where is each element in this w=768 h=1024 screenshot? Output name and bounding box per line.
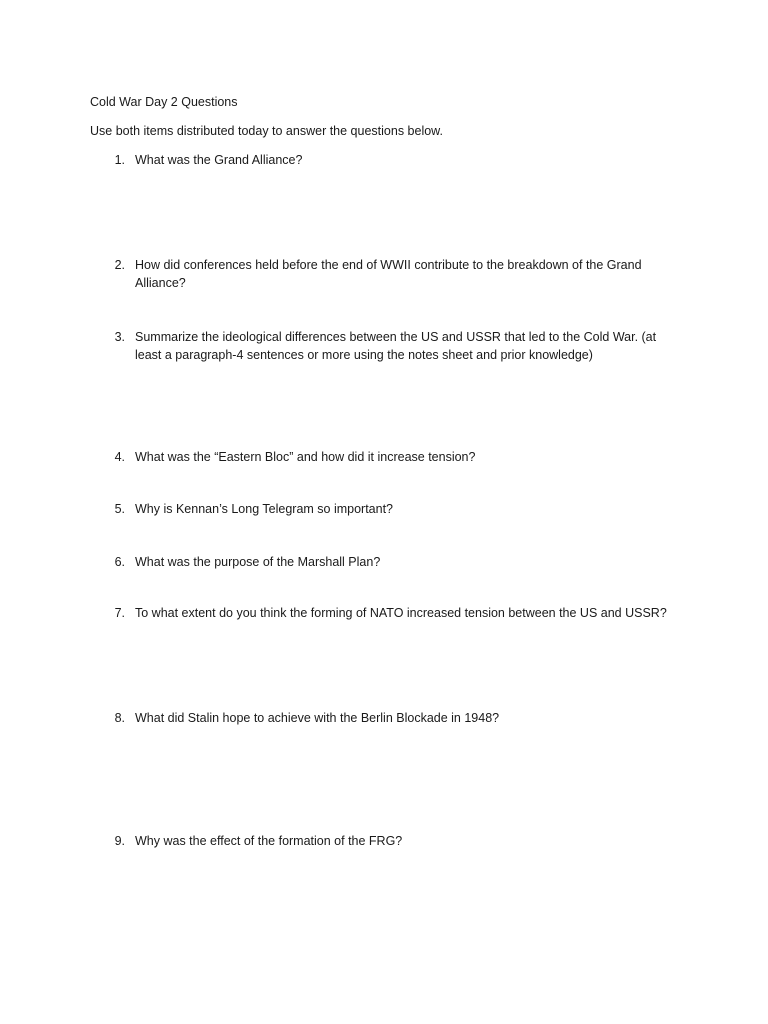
- question-text: What did Stalin hope to achieve with the Berlin Blockade in 1948?: [135, 711, 500, 725]
- question-number: 2.: [114, 258, 125, 272]
- question-text: Summarize the ideological differences between the US and USSR that led to the Cold War. (at least a paragraph-4 sentences or more using the notes sheet and prior knowledge): [135, 330, 657, 362]
- question-number: 3.: [114, 330, 125, 344]
- question-number: 6.: [114, 555, 125, 569]
- question-text: To what extent do you think the forming of NATO increased tension between the US and USSR?: [135, 606, 667, 620]
- question-number: 7.: [114, 606, 125, 620]
- question-text: Why was the effect of the formation of the FRG?: [135, 834, 403, 848]
- question-text: What was the Grand Alliance?: [135, 153, 303, 167]
- instructions-text: Use both items distributed today to answer the questions below.: [90, 124, 443, 138]
- question-number: 9.: [114, 834, 125, 848]
- question-text: What was the “Eastern Bloc” and how did it increase tension?: [135, 450, 476, 464]
- document-title: Cold War Day 2 Questions: [90, 95, 238, 109]
- question-text: What was the purpose of the Marshall Plan?: [135, 555, 381, 569]
- question-number: 4.: [114, 450, 125, 464]
- question-text: Why is Kennan’s Long Telegram so important?: [135, 502, 394, 516]
- question-number: 5.: [114, 502, 125, 516]
- question-number: 8.: [114, 711, 125, 725]
- question-number: 1.: [114, 153, 125, 167]
- question-text: How did conferences held before the end of WWII contribute to the breakdown of the Grand Alliance?: [135, 258, 642, 290]
